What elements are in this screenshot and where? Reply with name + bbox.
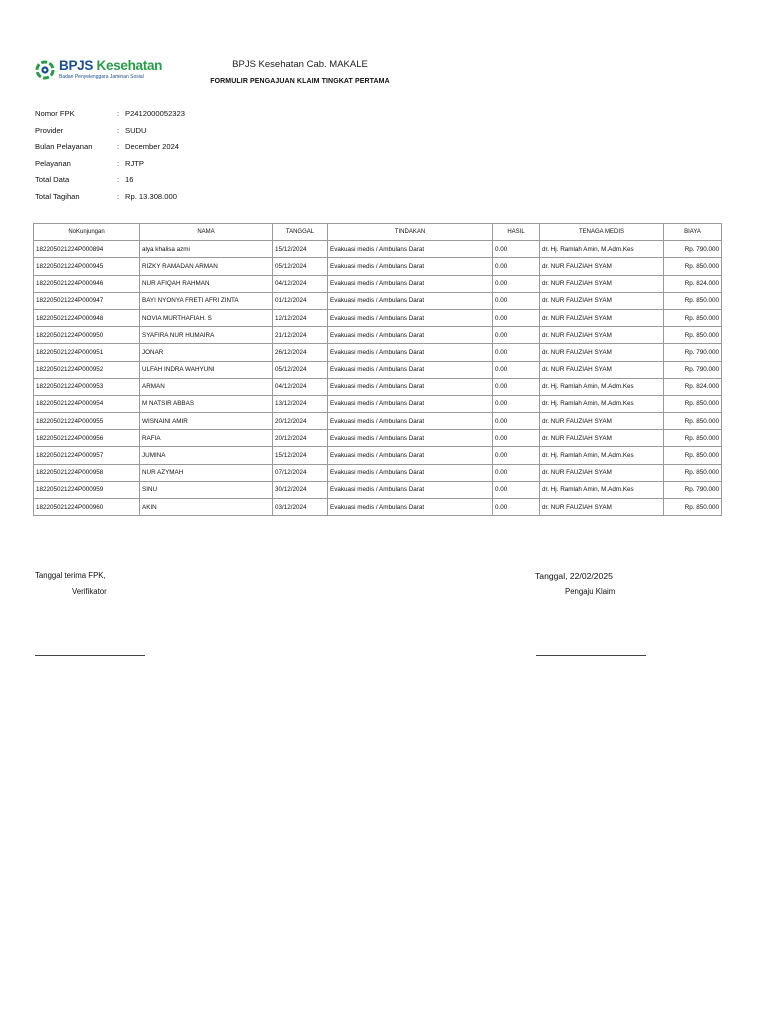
table-row xyxy=(34,447,722,464)
medic-cell: dr. Hj. Ramlah Amin, M.Adm.Kes xyxy=(540,447,664,464)
table-row xyxy=(34,309,722,326)
procedure-cell: Evakuasi medis / Ambulans Darat xyxy=(328,413,493,430)
cost-cell: Rp. 850.000 xyxy=(664,413,722,430)
date-cell: 07/12/2024 xyxy=(273,464,328,481)
procedure-cell: Evakuasi medis / Ambulans Darat xyxy=(328,378,493,395)
logo-wordmark-kesehatan: Kesehatan xyxy=(96,58,163,73)
column-header: HASIL xyxy=(493,224,540,241)
patient-name-cell: SYAFIRA NUR HUMAIRA xyxy=(140,327,273,344)
info-value: 16 xyxy=(125,175,134,185)
date-cell: 30/12/2024 xyxy=(273,481,328,498)
claims-table-body xyxy=(34,241,722,516)
visit-number-cell: 182205021224P000953 xyxy=(34,378,140,395)
procedure-cell: Evakuasi medis / Ambulans Darat xyxy=(328,464,493,481)
bpjs-logo xyxy=(35,58,185,84)
cost-cell: Rp. 850.000 xyxy=(664,430,722,447)
visit-number-cell: 182205021224P000952 xyxy=(34,361,140,378)
result-cell: 0.00 xyxy=(493,430,540,447)
result-cell: 0.00 xyxy=(493,275,540,292)
column-header: BIAYA xyxy=(664,224,722,241)
claims-table xyxy=(33,223,722,516)
branch-title: BPJS Kesehatan Cab. MAKALE xyxy=(232,59,368,70)
medic-cell: dr. NUR FAUZIAH SYAM xyxy=(540,275,664,292)
table-header-row xyxy=(34,224,722,241)
visit-number-cell: 182205021224P000956 xyxy=(34,430,140,447)
result-cell: 0.00 xyxy=(493,361,540,378)
table-row xyxy=(34,327,722,344)
date-cell: 04/12/2024 xyxy=(273,378,328,395)
patient-name-cell: NUR AZYMAH xyxy=(140,464,273,481)
visit-number-cell: 182205021224P000955 xyxy=(34,413,140,430)
date-cell: 05/12/2024 xyxy=(273,361,328,378)
column-header: NAMA xyxy=(140,224,273,241)
result-cell: 0.00 xyxy=(493,447,540,464)
table-row xyxy=(34,378,722,395)
procedure-cell: Evakuasi medis / Ambulans Darat xyxy=(328,430,493,447)
verifier-role: Verifikator xyxy=(72,587,107,596)
patient-name-cell: ULFAH INDRA WAHYUNI xyxy=(140,361,273,378)
procedure-cell: Evakuasi medis / Ambulans Darat xyxy=(328,241,493,258)
date-cell: 15/12/2024 xyxy=(273,241,328,258)
table-row xyxy=(34,395,722,412)
claimant-role: Pengaju Klaim xyxy=(565,587,616,596)
date-cell: 20/12/2024 xyxy=(273,413,328,430)
result-cell: 0.00 xyxy=(493,292,540,309)
date-cell: 15/12/2024 xyxy=(273,447,328,464)
cost-cell: Rp. 850.000 xyxy=(664,292,722,309)
medic-cell: dr. NUR FAUZIAH SYAM xyxy=(540,344,664,361)
procedure-cell: Evakuasi medis / Ambulans Darat xyxy=(328,481,493,498)
receipt-date-caption: Tanggal terima FPK, xyxy=(35,571,106,580)
date-cell: 12/12/2024 xyxy=(273,309,328,326)
logo-wordmark-bpjs: BPJS xyxy=(59,58,94,73)
date-cell: 04/12/2024 xyxy=(273,275,328,292)
procedure-cell: Evakuasi medis / Ambulans Darat xyxy=(328,292,493,309)
table-row xyxy=(34,464,722,481)
visit-number-cell: 182205021224P000960 xyxy=(34,499,140,516)
medic-cell: dr. NUR FAUZIAH SYAM xyxy=(540,327,664,344)
medic-cell: dr. NUR FAUZIAH SYAM xyxy=(540,464,664,481)
patient-name-cell: NUR AFIQAH RAHMAN xyxy=(140,275,273,292)
column-header: TANGGAL xyxy=(273,224,328,241)
cost-cell: Rp. 790.000 xyxy=(664,241,722,258)
cost-cell: Rp. 790.000 xyxy=(664,344,722,361)
submission-date: Tanggal, 22/02/2025 xyxy=(535,571,613,581)
cost-cell: Rp. 850.000 xyxy=(664,464,722,481)
visit-number-cell: 182205021224P000954 xyxy=(34,395,140,412)
cost-cell: Rp. 850.000 xyxy=(664,395,722,412)
date-cell: 03/12/2024 xyxy=(273,499,328,516)
table-row xyxy=(34,430,722,447)
cost-cell: Rp. 850.000 xyxy=(664,447,722,464)
medic-cell: dr. Hj. Ramlah Amin, M.Adm.Kes xyxy=(540,481,664,498)
claimant-signature-line xyxy=(536,655,646,656)
medic-cell: dr. NUR FAUZIAH SYAM xyxy=(540,309,664,326)
visit-number-cell: 182205021224P000950 xyxy=(34,327,140,344)
bpjs-emblem-icon xyxy=(35,60,55,80)
result-cell: 0.00 xyxy=(493,395,540,412)
visit-number-cell: 182205021224P000948 xyxy=(34,309,140,326)
visit-number-cell: 182205021224P000958 xyxy=(34,464,140,481)
procedure-cell: Evakuasi medis / Ambulans Darat xyxy=(328,327,493,344)
result-cell: 0.00 xyxy=(493,413,540,430)
procedure-cell: Evakuasi medis / Ambulans Darat xyxy=(328,258,493,275)
info-label: Provider xyxy=(35,125,64,135)
cost-cell: Rp. 850.000 xyxy=(664,258,722,275)
medic-cell: dr. NUR FAUZIAH SYAM xyxy=(540,499,664,516)
patient-name-cell: AKIN xyxy=(140,499,273,516)
cost-cell: Rp. 850.000 xyxy=(664,309,722,326)
result-cell: 0.00 xyxy=(493,378,540,395)
patient-name-cell: NOVIA MURTHAFIAH. S xyxy=(140,309,273,326)
medic-cell: dr. NUR FAUZIAH SYAM xyxy=(540,413,664,430)
logo-tagline: Badan Penyelenggara Jaminan Sosial xyxy=(59,74,144,80)
patient-name-cell: alya khalisa azmi xyxy=(140,241,273,258)
info-label: Nomor FPK xyxy=(35,109,75,118)
logo-wordmark xyxy=(59,58,162,73)
visit-number-cell: 182205021224P000945 xyxy=(34,258,140,275)
result-cell: 0.00 xyxy=(493,309,540,326)
visit-number-cell: 182205021224P000957 xyxy=(34,447,140,464)
date-cell: 01/12/2024 xyxy=(273,292,328,309)
cost-cell: Rp. 824.000 xyxy=(664,275,722,292)
medic-cell: dr. NUR FAUZIAH SYAM xyxy=(540,361,664,378)
medic-cell: dr. Hj. Ramlah Amin, M.Adm.Kes xyxy=(540,395,664,412)
info-value: Rp. 13.308.000 xyxy=(125,191,177,201)
table-row xyxy=(34,361,722,378)
patient-name-cell: BAYI NYONYA FRETI AFRI ZINTA xyxy=(140,292,273,309)
result-cell: 0.00 xyxy=(493,241,540,258)
visit-number-cell: 182205021224P000947 xyxy=(34,292,140,309)
patient-name-cell: M NATSIR ABBAS xyxy=(140,395,273,412)
patient-name-cell: RIZKY RAMADAN ARMAN xyxy=(140,258,273,275)
medic-cell: dr. Hj. Ramlah Amin, M.Adm.Kes xyxy=(540,241,664,258)
patient-name-cell: SINU xyxy=(140,481,273,498)
date-cell: 26/12/2024 xyxy=(273,344,328,361)
cost-cell: Rp. 850.000 xyxy=(664,499,722,516)
info-value: SUDU xyxy=(125,125,147,135)
column-header: TENAGA MEDIS xyxy=(540,224,664,241)
table-row xyxy=(34,499,722,516)
verifier-signature-line xyxy=(35,655,145,656)
column-header: TINDAKAN xyxy=(328,224,493,241)
info-label: Total Tagihan xyxy=(35,191,80,201)
procedure-cell: Evakuasi medis / Ambulans Darat xyxy=(328,309,493,326)
table-row xyxy=(34,292,722,309)
medic-cell: dr. NUR FAUZIAH SYAM xyxy=(540,292,664,309)
result-cell: 0.00 xyxy=(493,481,540,498)
cost-cell: Rp. 824.000 xyxy=(664,378,722,395)
medic-cell: dr. Hj. Ramlah Amin, M.Adm.Kes xyxy=(540,378,664,395)
visit-number-cell: 182205021224P000894 xyxy=(34,241,140,258)
info-label: Bulan Pelayanan xyxy=(35,142,93,152)
result-cell: 0.00 xyxy=(493,499,540,516)
date-cell: 21/12/2024 xyxy=(273,327,328,344)
table-row xyxy=(34,241,722,258)
result-cell: 0.00 xyxy=(493,327,540,344)
cost-cell: Rp. 850.000 xyxy=(664,327,722,344)
table-row xyxy=(34,413,722,430)
info-label: Total Data xyxy=(35,175,70,185)
result-cell: 0.00 xyxy=(493,344,540,361)
table-row xyxy=(34,275,722,292)
patient-name-cell: RAFIA xyxy=(140,430,273,447)
info-value: RJTP xyxy=(125,158,144,168)
procedure-cell: Evakuasi medis / Ambulans Darat xyxy=(328,275,493,292)
patient-name-cell: JONAR xyxy=(140,344,273,361)
medic-cell: dr. NUR FAUZIAH SYAM xyxy=(540,430,664,447)
procedure-cell: Evakuasi medis / Ambulans Darat xyxy=(328,447,493,464)
table-row xyxy=(34,481,722,498)
form-title: FORMULIR PENGAJUAN KLAIM TINGKAT PERTAMA xyxy=(210,78,390,85)
procedure-cell: Evakuasi medis / Ambulans Darat xyxy=(328,344,493,361)
column-header: NoKunjungan xyxy=(34,224,140,241)
procedure-cell: Evakuasi medis / Ambulans Darat xyxy=(328,395,493,412)
date-cell: 20/12/2024 xyxy=(273,430,328,447)
table-row xyxy=(34,258,722,275)
cost-cell: Rp. 790.000 xyxy=(664,481,722,498)
info-value: December 2024 xyxy=(125,142,180,152)
date-cell: 05/12/2024 xyxy=(273,258,328,275)
medic-cell: dr. NUR FAUZIAH SYAM xyxy=(540,258,664,275)
table-row xyxy=(34,344,722,361)
visit-number-cell: 182205021224P000959 xyxy=(34,481,140,498)
visit-number-cell: 182205021224P000951 xyxy=(34,344,140,361)
info-value: P2412000052323 xyxy=(125,109,185,118)
result-cell: 0.00 xyxy=(493,464,540,481)
date-cell: 13/12/2024 xyxy=(273,395,328,412)
patient-name-cell: WISNAINI AMIR xyxy=(140,413,273,430)
result-cell: 0.00 xyxy=(493,258,540,275)
info-label: Pelayanan xyxy=(35,158,71,168)
patient-name-cell: ARMAN xyxy=(140,378,273,395)
cost-cell: Rp. 790.000 xyxy=(664,361,722,378)
procedure-cell: Evakuasi medis / Ambulans Darat xyxy=(328,499,493,516)
procedure-cell: Evakuasi medis / Ambulans Darat xyxy=(328,361,493,378)
patient-name-cell: JUMINA xyxy=(140,447,273,464)
visit-number-cell: 182205021224P000946 xyxy=(34,275,140,292)
